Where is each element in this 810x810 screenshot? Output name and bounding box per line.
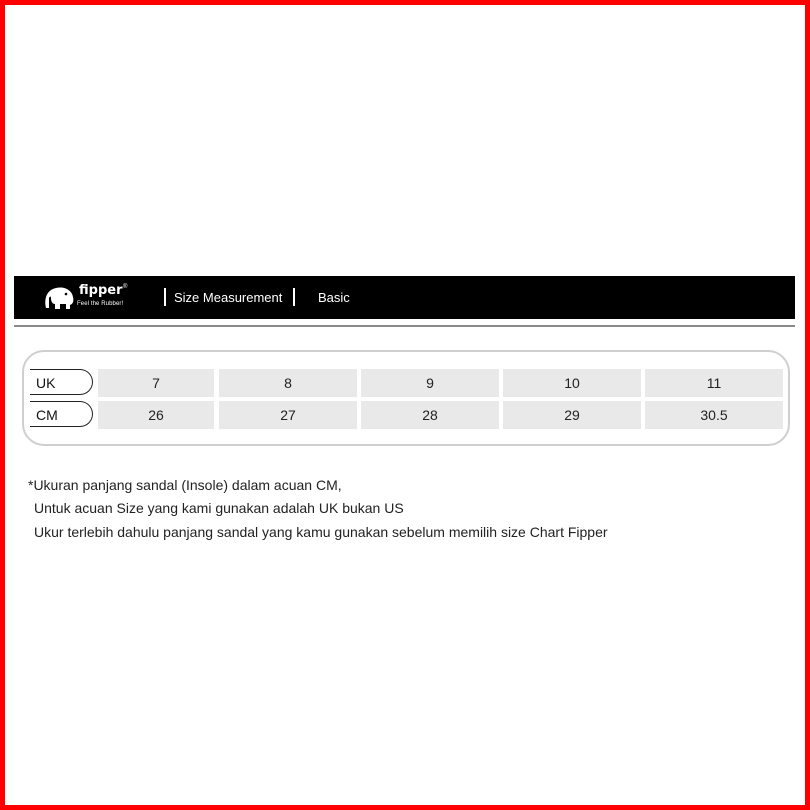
header-separator bbox=[164, 288, 166, 306]
header-banner bbox=[14, 276, 795, 319]
uk-size-cell: 11 bbox=[645, 369, 783, 397]
uk-size-cell: 9 bbox=[361, 369, 499, 397]
row-label-text: CM bbox=[36, 407, 58, 423]
size-table-panel bbox=[22, 350, 790, 446]
uk-size-cell: 10 bbox=[503, 369, 641, 397]
cm-size-cell: 28 bbox=[361, 401, 499, 429]
header-separator bbox=[293, 288, 295, 306]
note-line: *Ukuran panjang sandal (Insole) dalam acuan CM, bbox=[28, 477, 342, 493]
note-line: Ukur terlebih dahulu panjang sandal yang kamu gunakan sebelum memilih size Chart Fipper bbox=[34, 524, 608, 540]
registered-mark: ® bbox=[123, 284, 128, 290]
elephant-logo-icon bbox=[42, 284, 76, 310]
brand-name: fipper bbox=[79, 283, 123, 298]
cm-size-cell: 26 bbox=[98, 401, 214, 429]
brand-tagline: Feel the Rubber! bbox=[77, 301, 124, 307]
cm-size-cell: 30.5 bbox=[645, 401, 783, 429]
cm-size-cell: 29 bbox=[503, 401, 641, 429]
uk-size-cell: 8 bbox=[219, 369, 357, 397]
row-label-text: UK bbox=[36, 375, 56, 391]
row-label-uk bbox=[30, 369, 93, 395]
page-title: Size Measurement bbox=[174, 290, 283, 305]
uk-size-cell: 7 bbox=[98, 369, 214, 397]
note-line: Untuk acuan Size yang kami gunakan adalah UK bukan US bbox=[34, 500, 404, 516]
cm-size-cell: 27 bbox=[219, 401, 357, 429]
row-label-cm bbox=[30, 401, 93, 427]
page-variant: Basic bbox=[318, 290, 350, 305]
header-divider bbox=[14, 325, 795, 327]
